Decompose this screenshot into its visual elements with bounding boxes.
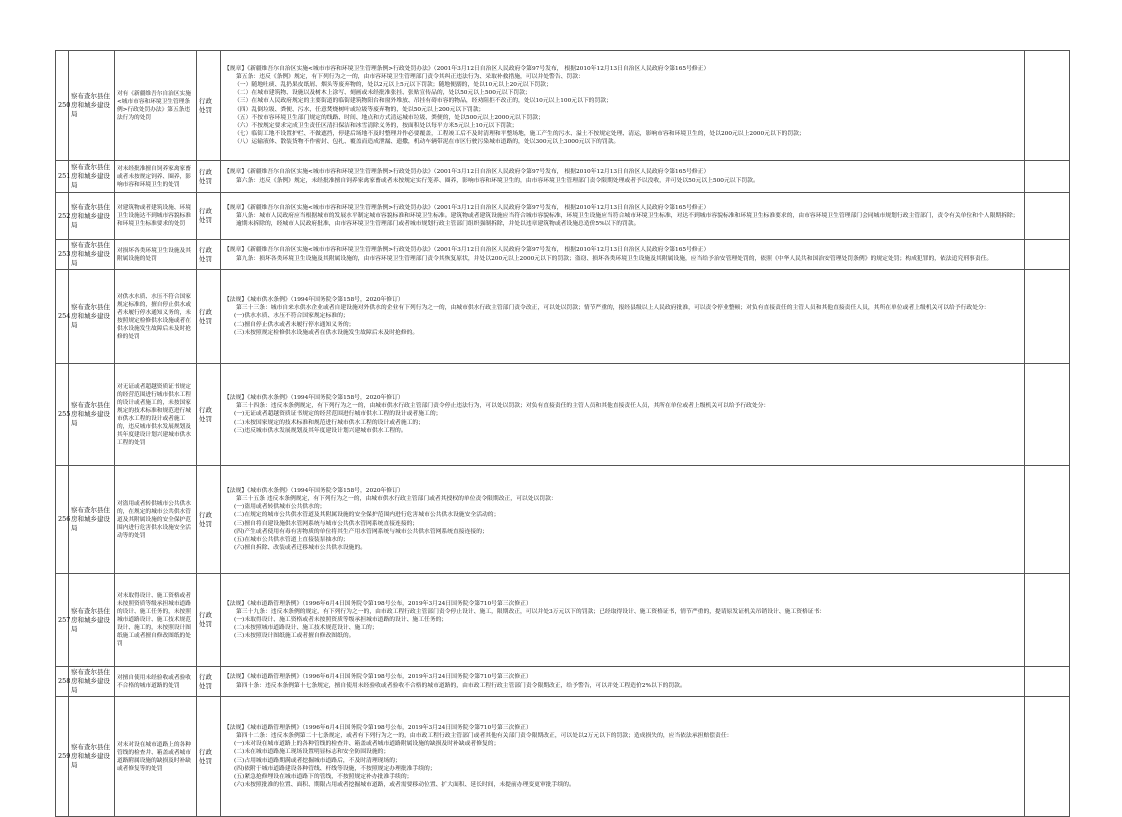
- legal-basis-cell: [221, 51, 1025, 161]
- legal-basis-line: (一)供水水质、水压不符合国家规定标准的；: [234, 313, 349, 320]
- penalty-type-cell: 行政处罚: [197, 193, 221, 240]
- penalty-type-cell: 行政处罚: [197, 240, 221, 270]
- department-cell: 察布查尔县住房和城乡建设局: [69, 270, 115, 364]
- penalty-item-cell: 对损坏各类环境卫生设施及其附属设施的处罚: [115, 240, 197, 270]
- table-row: [56, 667, 1070, 697]
- penalty-item-cell: 对盗用或者转供城市公共供水的，在规定的城市公共供水管道及其附属设施的安全保护范围内进行危害供水设施安全活动等的处罚: [115, 466, 197, 574]
- remarks-cell: [1025, 161, 1070, 193]
- table-row: [56, 697, 1070, 817]
- penalty-item-cell: 对有《新疆维吾尔自治区实施<城市市容和环境卫生管理条例>行政处罚办法》第五条违法行为的处罚: [115, 51, 197, 161]
- legal-basis-line: (三)占用城市道路期满或者挖掘城市道路后，不及时清理现场的；: [234, 757, 401, 764]
- penalty-type-cell: 行政处罚: [197, 667, 221, 697]
- penalty-item-cell: 对擅自使用未经验收或者验收不合格的城市道路的处罚: [115, 667, 197, 697]
- row-number: 254: [56, 270, 69, 364]
- remarks-cell: [1025, 667, 1070, 697]
- legal-basis-line: (二)擅自停止供水或者未履行停水通知义务的；: [234, 321, 355, 328]
- department-cell: 察布查尔县住房和城乡建设局: [69, 667, 115, 697]
- penalty-item-cell: 对无证或者超越资质证书规定的经营范围进行城市供水工程的设计或者施工的，未按国家规定的技术标准和规范进行城市供水工程的设计或者施工的，违反城市供水发展规划及其年度建设计划兴建城市供水工程的处罚: [115, 364, 197, 466]
- legal-basis-line: 【法规】《城市道路管理条例》（1996年6月4日国务院令第198号公布，2019年3月24日国务院令第710号第三次修正）: [224, 725, 532, 732]
- remarks-cell: [1025, 270, 1070, 364]
- legal-basis-line: (一)未取得设计、施工资格或者未按照资质等级承担城市道路的设计、施工任务的；: [234, 616, 448, 623]
- legal-basis-line: (四)依附于城市道路建设各种管线、杆线等设施，不按照规定办理批准手续的；: [234, 765, 436, 772]
- legal-basis-line: （一）随地吐痰、乱扔果皮纸屑、烟头等废弃物的，处以2元以上5元以下罚款；随地便溺的，处以10元以上20元以下罚款；: [234, 82, 552, 89]
- legal-basis-line: 第三十五条 违反本条例规定，有下列行为之一的，由城市供水行政主管部门或者其授权的单位责令限期改正，可以处以罚款：: [236, 496, 557, 503]
- row-number: 255: [56, 364, 69, 466]
- penalty-type-cell: 行政处罚: [197, 466, 221, 574]
- legal-basis-line: (五)在城市公共供水管道上直接装泵抽水的；: [234, 536, 349, 543]
- legal-basis-line: (五)紧急抢修埋设在城市道路下的管线，不按照规定补办批准手续的；: [234, 773, 413, 780]
- penalty-type-cell: 行政处罚: [197, 697, 221, 817]
- row-number: 258: [56, 667, 69, 697]
- legal-basis-cell: [221, 667, 1025, 697]
- penalty-item-cell: 对未经批准擅自饲养家禽家畜或者未按规定饲养、圈养，影响市容和环境卫生的处罚: [115, 161, 197, 193]
- legal-basis-cell: [221, 697, 1025, 817]
- legal-basis-line: (三)擅自将自建设施供水管网系统与城市公共供水管网系统直接连接的；: [234, 520, 419, 527]
- row-number: 257: [56, 574, 69, 667]
- remarks-cell: [1025, 364, 1070, 466]
- legal-basis-cell: [221, 240, 1025, 270]
- legal-basis-line: (三)未按照设计图纸施工或者擅自修改图纸的。: [234, 633, 355, 640]
- legal-basis-line: 第八条：城市人民政府应当根据城市的发展水平制定城市容貌标准和环境卫生标准。建筑物或者建筑设施应当符合城市容貌标准，环境卫生设施应当符合城市环境卫生标准，对达不到城市容貌标准和环境卫生标准要求的，由市容环境卫生管理部门会同城市规划行政主管部门，责令有关单位和个人限期拆除；逾期未拆除的，经城市人民政府批准，由市容环境卫生管理部门或者城市规划行政主管部门组织强制拆除，并处以违章建筑物或者设施总造价5%以下的罚款。: [236, 212, 1019, 228]
- legal-basis-line: 第三十三条：城市自来水供水企业或者自建设施对外供水的企业有下列行为之一的，由城市供水行政主管部门责令改正，可以处以罚款；情节严重的，报经县级以上人民政府批准，可以责令停业整顿；对负有直接责任的主管人员和其他直接责任人员，其所在单位或者上级机关可以给予行政处分：: [236, 305, 990, 312]
- legal-basis-line: 第四十二条：违反本条例第二十七条规定，或者有下列行为之一的，由市政工程行政主管部门或者其他有关部门责令限期改正，可以处以2万元以下的罚款；造成损失的，应当依法承担赔偿责任：: [236, 733, 733, 740]
- legal-basis-line: (一)未对设在城市道路上的各种管线的检查井、箱盖或者城市道路附属设施的缺损及时补缺或者修复的；: [234, 741, 500, 748]
- remarks-cell: [1025, 697, 1070, 817]
- legal-basis-line: (一)无证或者超越资质证书规定的经营范围进行城市供水工程的设计或者施工的；: [234, 411, 442, 418]
- department-cell: 察布查尔县住房和城乡建设局: [69, 364, 115, 466]
- remarks-cell: [1025, 574, 1070, 667]
- remarks-cell: [1025, 193, 1070, 240]
- penalty-type-cell: 行政处罚: [197, 574, 221, 667]
- table-row: [56, 193, 1070, 240]
- legal-basis-line: 第九条：损坏各类环境卫生设施及其附属设施的，由市容环境卫生管理部门责令其恢复原状，并处以200元以上2000元以下的罚款；盗窃、损坏各类环境卫生设施及其附属设施，应当给予治安管理处罚的，依照《中华人民共和国治安管理处罚条例》的规定处罚；构成犯罪的，依法追究刑事责任。: [236, 255, 993, 262]
- legal-basis-line: （八）运输液体、散装货物不作密封、包扎、覆盖而造成泄漏、遗撒，机动车辆带泥在市区行驶污染城市道路的，处以300元以上3000元以下的罚款。: [234, 138, 620, 145]
- legal-basis-line: （四）乱倒垃圾、粪便、污水，任意焚烧树叶或垃圾等废弃物的，处以50元以上200元以下罚款；: [234, 106, 485, 113]
- department-cell: 察布查尔县住房和城乡建设局: [69, 51, 115, 161]
- legal-basis-line: 【法规】《城市供水条例》（1994年国务院令第158号，2020年修订）: [224, 395, 404, 402]
- department-cell: 察布查尔县住房和城乡建设局: [69, 193, 115, 240]
- remarks-cell: [1025, 240, 1070, 270]
- legal-basis-line: （五）不按市容环境卫生部门规定的线路、时间、地点和方式清运城市垃圾、粪便的，处以500元以上2000元以下罚款；: [234, 114, 544, 121]
- legal-basis-line: (二)在规定的城市公共供水管道及其附属设施的安全保护范围内进行危害城市公共供水设施安全活动的；: [234, 512, 500, 519]
- penalty-item-cell: 对建筑物或者建筑设施、环境卫生设施达不到城市容貌标准和环境卫生标准要求的处罚: [115, 193, 197, 240]
- row-number: 252: [56, 193, 69, 240]
- department-cell: 察布查尔县住房和城乡建设局: [69, 161, 115, 193]
- remarks-cell: [1025, 466, 1070, 574]
- legal-basis-line: 【法规】《城市供水条例》（1994年国务院令第158号，2020年修订）: [224, 488, 404, 495]
- table-row: [56, 240, 1070, 270]
- legal-basis-cell: [221, 270, 1025, 364]
- penalty-type-cell: 行政处罚: [197, 270, 221, 364]
- remarks-cell: [1025, 51, 1070, 161]
- table-row: [56, 51, 1070, 161]
- legal-basis-cell: [221, 364, 1025, 466]
- legal-basis-line: (二)未按国家规定的技术标准和规范进行城市供水工程的设计或者施工的；: [234, 419, 425, 426]
- legal-basis-line: 第三十九条：违反本条例的规定，有下列行为之一的，由市政工程行政主管部门责令停止设计、施工，限期改正，可以并处3万元以下的罚款；已经取得设计、施工资格证书，情节严重的，提请原发证机关吊销设计、施工资格证书：: [236, 608, 826, 615]
- legal-basis-line: 【法规】《城市道路管理条例》（1996年6月4日国务院令第198号公布，2019年3月24日国务院令第710号第三次修正）: [224, 600, 532, 607]
- legal-basis-line: (一)盗用或者转供城市公共供水的；: [234, 504, 326, 511]
- penalty-table: [55, 50, 1070, 817]
- department-cell: 察布查尔县住房和城乡建设局: [69, 466, 115, 574]
- department-cell: 察布查尔县住房和城乡建设局: [69, 697, 115, 817]
- legal-basis-line: (二)未按照城市道路设计、施工技术规范设计、施工的；: [234, 625, 378, 632]
- legal-basis-cell: [221, 466, 1025, 574]
- penalty-type-cell: 行政处罚: [197, 161, 221, 193]
- table-row: [56, 161, 1070, 193]
- penalty-type-cell: 行政处罚: [197, 51, 221, 161]
- legal-basis-line: (三)违反城市供水发展规划及其年度建设计划兴建城市供水工程的。: [234, 427, 407, 434]
- legal-basis-line: (二)未在城市道路施工现场设置明显标志和安全防围设施的；: [234, 749, 390, 756]
- legal-basis-line: （七）临街工地不设置护栏、不做遮挡，停建后场地不及时整理并作必要覆盖，工程竣工后不及时清理和平整场地，施工产生的污水、溢土不按规定处理、清运，影响市容和环境卫生的，处以200元以上2000元以下的罚款；: [234, 130, 805, 137]
- legal-basis-line: 【规章】《新疆维吾尔自治区实施<城市市容和环境卫生管理条例>行政处罚办法》（2001年3月12日自治区人民政府令第97号发布， 根据2010年12月13日自治区人民政府令第165号修正）: [224, 247, 710, 254]
- legal-basis-cell: [221, 161, 1025, 193]
- row-number: 253: [56, 240, 69, 270]
- legal-basis-line: (三)未按照规定检修供水设施或者在供水设施发生故障后未及时抢修的。: [234, 329, 419, 336]
- document-page: [55, 50, 1069, 817]
- row-number: 250: [56, 51, 69, 161]
- penalty-type-cell: 行政处罚: [197, 364, 221, 466]
- department-cell: 察布查尔县住房和城乡建设局: [69, 240, 115, 270]
- legal-basis-cell: [221, 193, 1025, 240]
- table-row: [56, 466, 1070, 574]
- legal-basis-line: 第六条：违反《条例》规定，未经批准擅自饲养家禽家畜或者未按规定实行笼养、圈养，影响市容和环境卫生的，由市容环境卫生管理部门责令限期处理或者予以没收，并可处以50元以上500元以下罚款。: [236, 177, 759, 184]
- legal-basis-line: 第五条：违反《条例》规定，有下列行为之一的，由市容环境卫生管理部门责令其纠正违法行为、采取补救措施，可以并处警告、罚款：: [236, 74, 584, 81]
- row-number: 259: [56, 697, 69, 817]
- legal-basis-line: (六)擅自拆除、改装或者迁移城市公共供水设施的。: [234, 544, 367, 551]
- legal-basis-line: 【法规】《城市供水条例》（1994年国务院令第158号，2020年修订）: [224, 297, 404, 304]
- legal-basis-line: 【规章】《新疆维吾尔自治区实施<城市市容和环境卫生管理条例>行政处罚办法》（2001年3月12日自治区人民政府令第97号发布， 根据2010年12月13日自治区人民政府令第165号修正）: [224, 169, 710, 176]
- department-cell: 察布查尔县住房和城乡建设局: [69, 574, 115, 667]
- table-row: [56, 270, 1070, 364]
- row-number: 256: [56, 466, 69, 574]
- legal-basis-line: (四)产生或者使用有毒有害物质的单位将其生产用水管网系统与城市公共供水管网系统直接连接的；: [234, 528, 488, 535]
- legal-basis-line: (六)未按照批准的位置、面积、期限占用或者挖掘城市道路，或者需要移动位置、扩大面积、延长时间，未提前办理变更审批手续的。: [234, 781, 575, 788]
- penalty-item-cell: 对供水水质、水压不符合国家规定标准的，擅自停止供水或者未履行停水通知义务的，未按照规定检修供水设施或者在供水设施发生故障后未及时抢修的处罚: [115, 270, 197, 364]
- legal-basis-line: （三）在城市人民政府规定的主要街道的临街建筑物阳台和窗外堆放、吊挂有碍市容的物品，经劝阻拒不改正的，处以10元以上100元以下的罚款；: [234, 98, 612, 105]
- legal-basis-line: 第四十条：违反本条例第十七条规定，擅自使用未经验收或者验收不合格的城市道路的，由市政工程行政主管部门责令限期改正，给予警告，可以并处工程造价2%以下的罚款。: [236, 682, 686, 689]
- penalty-item-cell: 对未对设在城市道路上的各种管线的检查井、箱盖或者城市道路附属设施的缺损及时补缺或者修复等的处罚: [115, 697, 197, 817]
- table-body: [56, 51, 1070, 817]
- legal-basis-line: 【规章】《新疆维吾尔自治区实施<城市市容和环境卫生管理条例>行政处罚办法》（2001年3月12日自治区人民政府令第97号发布， 根据2010年12月13日自治区人民政府令第165号修正）: [224, 66, 710, 73]
- legal-basis-line: （二）在城市建筑物、设施以及树木上涂写、刻画或未经批准张挂、张贴宣传品的，处以50元以上500元以下罚款；: [234, 90, 531, 97]
- legal-basis-cell: [221, 574, 1025, 667]
- legal-basis-line: 第三十四条：违反本条例规定，有下列行为之一的，由城市供水行政主管部门责令停止违法行为，可以处以罚款；对负有直接责任的主管人员和其他直接责任人员，其所在单位或者上级机关可以给予行政处分：: [236, 403, 770, 410]
- legal-basis-line: （六）不按规定要求完成卫生责任区清扫保洁和冰雪清除义务的，按面积处以每平方米5元以上10元以下罚款；: [234, 122, 518, 129]
- legal-basis-line: 【规章】《新疆维吾尔自治区实施<城市市容和环境卫生管理条例>行政处罚办法》（2001年3月12日自治区人民政府令第97号发布， 根据2010年12月13日自治区人民政府令第165号修正）: [224, 204, 710, 211]
- row-number: 251: [56, 161, 69, 193]
- penalty-item-cell: 对未取得设计、施工资格或者未按照资质等级承担城市道路的设计、施工任务的，未按照城市道路设计、施工技术规范设计、施工的，未按照设计图纸施工或者擅自修改图纸的处罚: [115, 574, 197, 667]
- table-row: [56, 574, 1070, 667]
- table-row: [56, 364, 1070, 466]
- legal-basis-line: 【法规】《城市道路管理条例》（1996年6月4日国务院令第198号公布，2019年3月24日国务院令第710号第三次修正）: [224, 674, 532, 681]
